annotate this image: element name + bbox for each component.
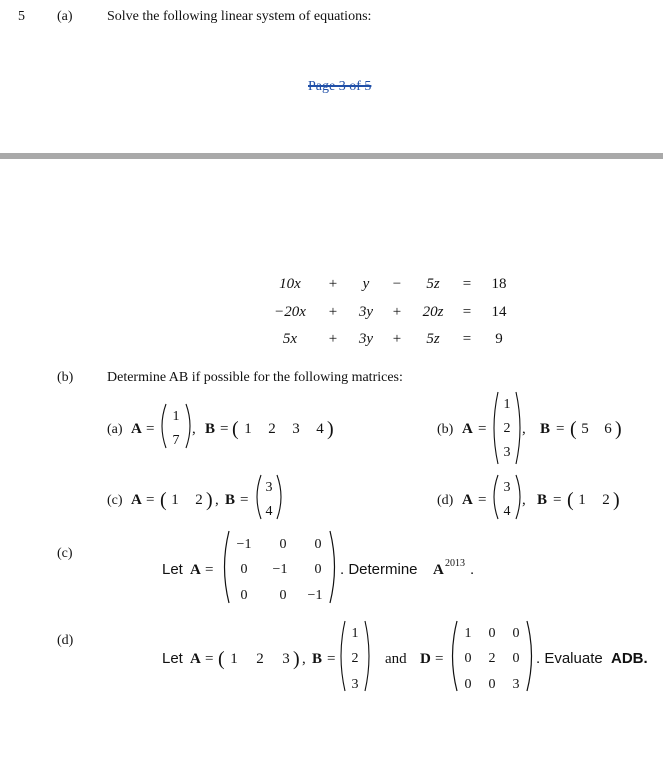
sub-b-A-entry-3: 3 bbox=[503, 445, 511, 460]
sub-a-B-entry-4: 4 bbox=[316, 421, 324, 437]
sub-a-A-entry-1: 1 bbox=[172, 409, 180, 424]
eq2-term2: 3y bbox=[358, 304, 374, 320]
part-c-label: (c) bbox=[57, 546, 73, 561]
sub-a-B-equals: = bbox=[220, 421, 229, 437]
part-d-B-entry-2: 2 bbox=[351, 651, 359, 666]
sub-c-equals: = bbox=[146, 492, 155, 508]
part-c-a11: −1 bbox=[236, 537, 252, 552]
eq3-term2: 3y bbox=[358, 331, 374, 347]
part-d-d32: 0 bbox=[488, 677, 496, 692]
part-c-a23: 0 bbox=[314, 562, 322, 577]
part-d-d13: 0 bbox=[512, 626, 520, 641]
eq3-rhs: 9 bbox=[495, 331, 503, 347]
question-number: 5 bbox=[18, 9, 25, 24]
sub-c-A-entry-2: 2 bbox=[195, 492, 203, 508]
part-d-label: (d) bbox=[57, 633, 74, 648]
part-d-and: and bbox=[385, 651, 407, 667]
sub-c-A-rparen: ) bbox=[206, 489, 213, 511]
part-d-D-equals: = bbox=[435, 651, 444, 667]
eq2-op2: + bbox=[392, 304, 402, 320]
part-d-D-symbol: D bbox=[420, 651, 431, 667]
eq2-equals: = bbox=[462, 304, 472, 320]
eq1-term3: 5z bbox=[426, 276, 440, 292]
sub-b-label: (b) bbox=[437, 422, 454, 437]
part-d-d12: 0 bbox=[488, 626, 496, 641]
sub-b-B-symbol: B bbox=[540, 421, 551, 437]
part-c-period: . bbox=[470, 561, 475, 578]
part-c-equals: = bbox=[205, 562, 214, 578]
part-c-a32: 0 bbox=[279, 588, 287, 603]
part-d-d22: 2 bbox=[488, 651, 496, 666]
sub-c-B-symbol: B bbox=[225, 492, 236, 508]
part-d-B-entry-1: 1 bbox=[351, 626, 359, 641]
part-d-A-entry-2: 2 bbox=[256, 651, 264, 667]
part-c-a22: −1 bbox=[272, 562, 288, 577]
sub-d-label: (d) bbox=[437, 493, 454, 508]
sub-c-B-equals: = bbox=[240, 492, 249, 508]
sub-b-A-symbol: A bbox=[462, 421, 473, 437]
sub-a-B-entry-1: 1 bbox=[244, 421, 252, 437]
sub-b-B-equals: = bbox=[556, 421, 565, 437]
sub-a-B-entry-3: 3 bbox=[292, 421, 300, 437]
sub-b-comma: , bbox=[522, 421, 526, 437]
sub-d-B-equals: = bbox=[553, 492, 562, 508]
sub-b-A-entry-1: 1 bbox=[503, 397, 511, 412]
sub-a-B-rparen: ) bbox=[327, 418, 334, 440]
part-d-B-symbol: B bbox=[312, 651, 323, 667]
sub-d-B-entry-1: 1 bbox=[578, 492, 586, 508]
part-d-d11: 1 bbox=[464, 626, 472, 641]
part-d-d31: 0 bbox=[464, 677, 472, 692]
page-footer: Page 3 of 5 bbox=[308, 79, 372, 94]
part-c-a31: 0 bbox=[240, 588, 248, 603]
part-d-d23: 0 bbox=[512, 651, 520, 666]
part-d-B-rparen bbox=[365, 621, 369, 691]
part-d-B-equals: = bbox=[327, 651, 336, 667]
eq2-rhs: 14 bbox=[491, 304, 507, 320]
sub-c-B-entry-2: 4 bbox=[265, 504, 273, 519]
part-d-A-equals: = bbox=[205, 651, 214, 667]
sub-b-equals: = bbox=[478, 421, 487, 437]
sub-c-B-entry-1: 3 bbox=[265, 480, 273, 495]
sub-d-B-entry-2: 2 bbox=[602, 492, 610, 508]
part-c-power-base: A bbox=[433, 562, 444, 578]
sub-b-B-lparen: ( bbox=[570, 418, 577, 440]
sub-d-A-entry-1: 3 bbox=[503, 480, 511, 495]
eq1-rhs: 18 bbox=[491, 276, 507, 292]
sub-c-A-lparen: ( bbox=[160, 489, 167, 511]
sub-d-comma: , bbox=[522, 492, 526, 508]
eq1-term2: y bbox=[362, 276, 370, 292]
sub-a-B-symbol: B bbox=[205, 421, 216, 437]
eq1-term1: 10x bbox=[279, 276, 301, 292]
sub-a-B-lparen: ( bbox=[232, 418, 239, 440]
eq1-op1: + bbox=[328, 276, 338, 292]
part-d-comma: , bbox=[302, 651, 306, 667]
part-b-prompt: Determine AB if possible for the following matrices: bbox=[107, 370, 403, 385]
sub-a-comma: , bbox=[192, 421, 196, 437]
sub-c-comma: , bbox=[215, 492, 219, 508]
eq1-equals: = bbox=[462, 276, 472, 292]
part-d-D-lparen bbox=[453, 621, 458, 691]
part-d-A-entry-1: 1 bbox=[230, 651, 238, 667]
eq2-term1: −20x bbox=[274, 304, 306, 320]
sub-b-B-entry-2: 6 bbox=[604, 421, 612, 437]
sub-b-B-entry-1: 5 bbox=[581, 421, 589, 437]
part-d-A-lparen: ( bbox=[218, 648, 225, 670]
part-d-A-entry-3: 3 bbox=[282, 651, 290, 667]
part-c-power-exponent: 2013 bbox=[445, 558, 465, 569]
part-c-A-symbol: A bbox=[190, 562, 201, 578]
sub-a-A-entry-2: 7 bbox=[172, 433, 180, 448]
part-c-a13: 0 bbox=[314, 537, 322, 552]
eq3-op2: + bbox=[392, 331, 402, 347]
eq2-term3: 20z bbox=[422, 304, 444, 320]
sub-d-equals: = bbox=[478, 492, 487, 508]
part-c-a12: 0 bbox=[279, 537, 287, 552]
part-b-label: (b) bbox=[57, 370, 74, 385]
sub-c-A-entry-1: 1 bbox=[171, 492, 179, 508]
part-d-let: Let bbox=[162, 650, 183, 667]
sub-a-B-entry-2: 2 bbox=[268, 421, 276, 437]
sub-b-B-rparen: ) bbox=[615, 418, 622, 440]
part-a-prompt: Solve the following linear system of equations: bbox=[107, 9, 372, 24]
part-a-label: (a) bbox=[57, 9, 73, 24]
part-d-B-lparen bbox=[341, 621, 345, 691]
sub-a-equals: = bbox=[146, 421, 155, 437]
part-d-B-entry-3: 3 bbox=[351, 677, 359, 692]
sub-b-A-entry-2: 2 bbox=[503, 421, 511, 436]
eq3-term1: 5x bbox=[282, 331, 298, 347]
part-c-determine: . Determine bbox=[340, 561, 418, 578]
eq3-op1: + bbox=[328, 331, 338, 347]
part-d-evaluate-target: ADB. bbox=[611, 650, 648, 667]
part-c-a33: −1 bbox=[307, 588, 323, 603]
sub-d-A-symbol: A bbox=[462, 492, 473, 508]
sub-d-B-rparen: ) bbox=[613, 489, 620, 511]
part-d-evaluate: . Evaluate bbox=[536, 650, 607, 667]
part-d-d21: 0 bbox=[464, 651, 472, 666]
sub-d-B-symbol: B bbox=[537, 492, 548, 508]
part-c-let: Let bbox=[162, 561, 183, 578]
sub-a-label: (a) bbox=[107, 422, 123, 437]
eq3-equals: = bbox=[462, 331, 472, 347]
part-d-A-symbol: A bbox=[190, 651, 201, 667]
eq3-term3: 5z bbox=[426, 331, 440, 347]
sub-a-A-symbol: A bbox=[131, 421, 142, 437]
part-d-d33: 3 bbox=[512, 677, 520, 692]
sub-c-A-symbol: A bbox=[131, 492, 142, 508]
sub-d-A-entry-2: 4 bbox=[503, 504, 511, 519]
part-c-a21: 0 bbox=[240, 562, 248, 577]
sub-c-label: (c) bbox=[107, 493, 123, 508]
eq2-op1: + bbox=[328, 304, 338, 320]
sub-d-B-lparen: ( bbox=[567, 489, 574, 511]
part-d-D-rparen bbox=[527, 621, 532, 691]
eq1-op2: − bbox=[392, 276, 402, 292]
part-d-A-rparen: ) bbox=[293, 648, 300, 670]
